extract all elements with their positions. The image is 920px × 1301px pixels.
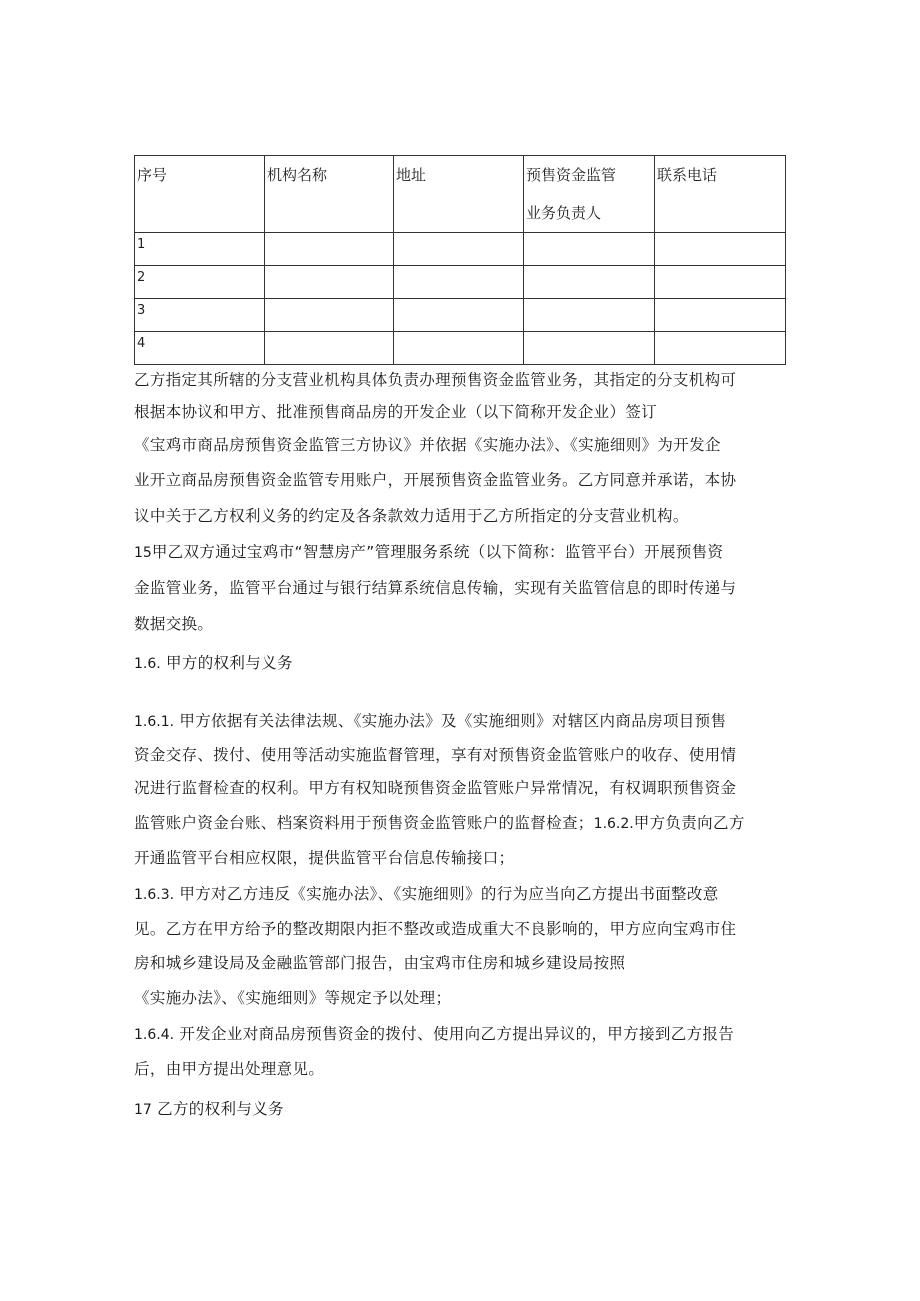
- section-number: 17: [134, 1102, 152, 1118]
- cell-manager: [524, 233, 655, 266]
- clause-15-text: 甲乙双方通过宝鸡市“智慧房产”管理服务系统（以下简称：监管平台）开展预售资: [151, 543, 724, 561]
- cell-manager: [524, 266, 655, 299]
- cell-manager: [524, 299, 655, 332]
- header-address: 地址: [394, 156, 524, 233]
- clause-15-line: [134, 542, 723, 563]
- table-header-row: [135, 156, 786, 233]
- clause-1-6-3-line: 《实施办法》、《实施细则》等规定予以处理；: [134, 989, 452, 1007]
- clause-number: 1.6.3.: [134, 887, 175, 903]
- clause-1-6-4-line: [134, 1024, 734, 1045]
- header-no: 序号: [135, 156, 265, 233]
- table-row: [135, 266, 786, 299]
- section-number: 1.6.: [134, 656, 161, 672]
- cell-address: [394, 332, 524, 365]
- para1-line: 根据本协议和甲方、批准预售商品房的开发企业（以下简称开发企业）签订: [134, 403, 658, 421]
- clause-1-6-1-line: 资金交存、拨付、使用等活动实施监督管理，享有对预售资金监管账户的收存、使用情: [134, 746, 737, 764]
- clause-1-6-1-line: 况进行监督检查的权利。甲方有权知晓预售资金监管账户异常情况，有权调职预售资金: [134, 779, 737, 797]
- clause-text: 甲方依据有关法律法规、《实施办法》及《实施细则》对辖区内商品房项目预售: [179, 712, 727, 730]
- section-title: 乙方的权利与义务: [157, 1100, 284, 1118]
- table-row: [135, 233, 786, 266]
- clause-1-6-4-line: 后，由甲方提出处理意见。: [134, 1060, 325, 1078]
- clause-1-6-3-line: [134, 884, 719, 905]
- clause-1-6-3-line: 房和城乡建设局及金融监管部门报告，由宝鸡市住房和城乡建设局按照: [134, 954, 626, 972]
- clause-1-6-2-line: 开通监管平台相应权限，提供监管平台信息传输接口；: [134, 849, 515, 867]
- clause-15-number: 15: [134, 545, 152, 561]
- clause-text: 监管账户资金台账、档案资料用于预售资金监管账户的监督检查；: [134, 814, 594, 832]
- clause-text: 甲方对乙方违反《实施办法》、《实施细则》的行为应当向乙方提出书面整改意: [179, 885, 719, 903]
- cell-address: [394, 299, 524, 332]
- clause-number: 1.6.1.: [134, 714, 175, 730]
- clause-15-line: 数据交换。: [134, 615, 214, 633]
- cell-no: 1: [135, 233, 265, 266]
- para1-line: 议中关于乙方权利义务的约定及各条款效力适用于乙方所指定的分支营业机构。: [134, 507, 689, 525]
- clause-1-6-3-line: 见。乙方在甲方给予的整改期限内拒不整改或造成重大不良影响的，甲方应向宝鸡市住: [134, 920, 737, 938]
- cell-manager: [524, 332, 655, 365]
- section-17-heading: [134, 1099, 284, 1120]
- table-row: [135, 299, 786, 332]
- para1-line: 乙方指定其所辖的分支营业机构具体负责办理预售资金监管业务，其指定的分支机构可: [134, 371, 737, 389]
- cell-phone: [655, 233, 786, 266]
- cell-name: [265, 299, 394, 332]
- para1-line: 业开立商品房预售资金监管专用账户，开展预售资金监管业务。乙方同意并承诺，本协: [134, 471, 737, 489]
- clause-1-6-1-line: [134, 813, 745, 834]
- section-title: 甲方的权利与义务: [166, 654, 293, 672]
- header-manager-line2: 业务负责人: [526, 204, 602, 222]
- clause-text: 开发企业对商品房预售资金的拨付、使用向乙方提出异议的，甲方接到乙方报告: [179, 1025, 735, 1043]
- cell-phone: [655, 266, 786, 299]
- cell-no: 4: [135, 332, 265, 365]
- header-name: 机构名称: [265, 156, 394, 233]
- cell-address: [394, 233, 524, 266]
- header-manager-line1: 预售资金监管: [526, 166, 617, 184]
- cell-phone: [655, 299, 786, 332]
- section-1-6-heading: [134, 653, 293, 674]
- header-manager: [524, 156, 655, 233]
- clause-number: 1.6.4.: [134, 1027, 175, 1043]
- clause-text: 甲方负责向乙方: [633, 814, 745, 832]
- cell-name: [265, 233, 394, 266]
- clause-number: 1.6.2.: [593, 816, 634, 832]
- cell-name: [265, 266, 394, 299]
- cell-address: [394, 266, 524, 299]
- header-phone: 联系电话: [655, 156, 786, 233]
- cell-no: 2: [135, 266, 265, 299]
- para1-line: 《宝鸡市商品房预售资金监管三方协议》并依据《实施办法》、《实施细则》为开发企: [134, 436, 721, 454]
- clause-1-6-1-line: [134, 711, 726, 732]
- table-row: [135, 332, 786, 365]
- branch-table: [134, 155, 786, 365]
- cell-no: 3: [135, 299, 265, 332]
- clause-15-line: 金监管业务，监管平台通过与银行结算系统信息传输，实现有关监管信息的即时传递与: [134, 579, 737, 597]
- cell-phone: [655, 332, 786, 365]
- cell-name: [265, 332, 394, 365]
